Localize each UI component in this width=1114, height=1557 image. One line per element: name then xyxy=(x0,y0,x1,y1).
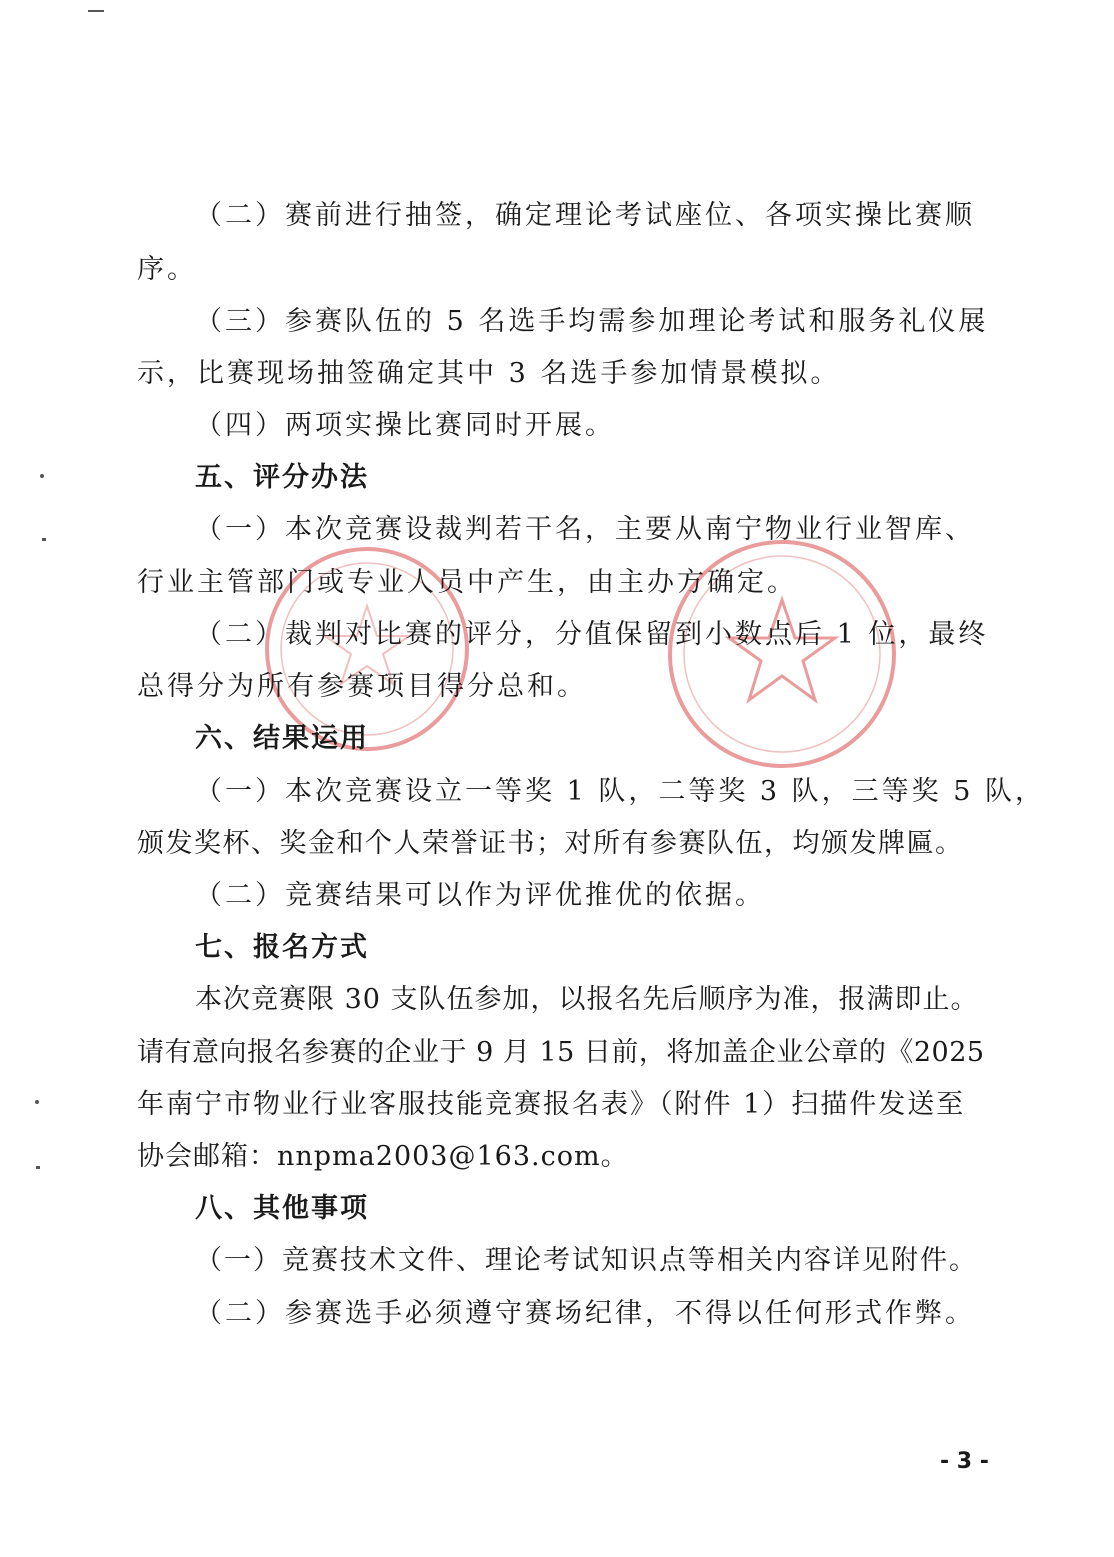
scan-mark xyxy=(88,10,104,12)
scan-mark xyxy=(40,474,44,478)
text-line: （二）裁判对比赛的评分，分值保留到小数点后 1 位，最终 xyxy=(195,619,989,650)
text-line: 行业主管部门或专业人员中产生，由主办方确定。 xyxy=(137,567,797,598)
page-number: - 3 - xyxy=(940,1449,989,1474)
text-line: （一）本次竞赛设裁判若干名，主要从南宁物业行业智库、 xyxy=(195,514,975,545)
text-line: 年南宁市物业行业客服技能竞赛报名表》（附件 1）扫描件发送至 xyxy=(137,1089,966,1120)
text-line: 本次竞赛限 30 支队伍参加，以报名先后顺序为准，报满即止。 xyxy=(195,984,979,1015)
text-line: 请有意向报名参赛的企业于 9 月 15 日前，将加盖企业公章的《2025 xyxy=(137,1037,985,1068)
text-line: 序。 xyxy=(137,254,197,285)
text-line: 示，比赛现场抽签确定其中 3 名选手参加情景模拟。 xyxy=(137,358,841,389)
text-line: 协会邮箱：nnpma2003@163.com。 xyxy=(137,1141,629,1172)
text-line: （三）参赛队伍的 5 名选手均需参加理论考试和服务礼仪展 xyxy=(195,306,989,337)
text-line: （四）两项实操比赛同时开展。 xyxy=(195,410,615,441)
section-heading: 六、结果运用 xyxy=(195,723,369,754)
text-line: （一）本次竞赛设立一等奖 1 队，二等奖 3 队，三等奖 5 队， xyxy=(195,776,1046,807)
scan-mark xyxy=(42,538,46,541)
section-heading: 七、报名方式 xyxy=(195,932,369,963)
section-heading: 八、其他事项 xyxy=(195,1193,369,1224)
scan-mark xyxy=(36,1166,40,1169)
text-line: （二）参赛选手必须遵守赛场纪律，不得以任何形式作弊。 xyxy=(195,1298,975,1329)
section-heading: 五、评分办法 xyxy=(195,462,369,493)
text-line: 颁发奖杯、奖金和个人荣誉证书；对所有参赛队伍，均颁发牌匾。 xyxy=(137,828,964,859)
text-line: （一）竞赛技术文件、理论考试知识点等相关内容详见附件。 xyxy=(195,1245,978,1276)
text-line: （二）竞赛结果可以作为评优推优的依据。 xyxy=(195,880,765,911)
text-line: 总得分为所有参赛项目得分总和。 xyxy=(137,671,587,702)
text-line: （二）赛前进行抽签，确定理论考试座位、各项实操比赛顺 xyxy=(195,200,975,231)
scan-mark xyxy=(35,1100,39,1104)
